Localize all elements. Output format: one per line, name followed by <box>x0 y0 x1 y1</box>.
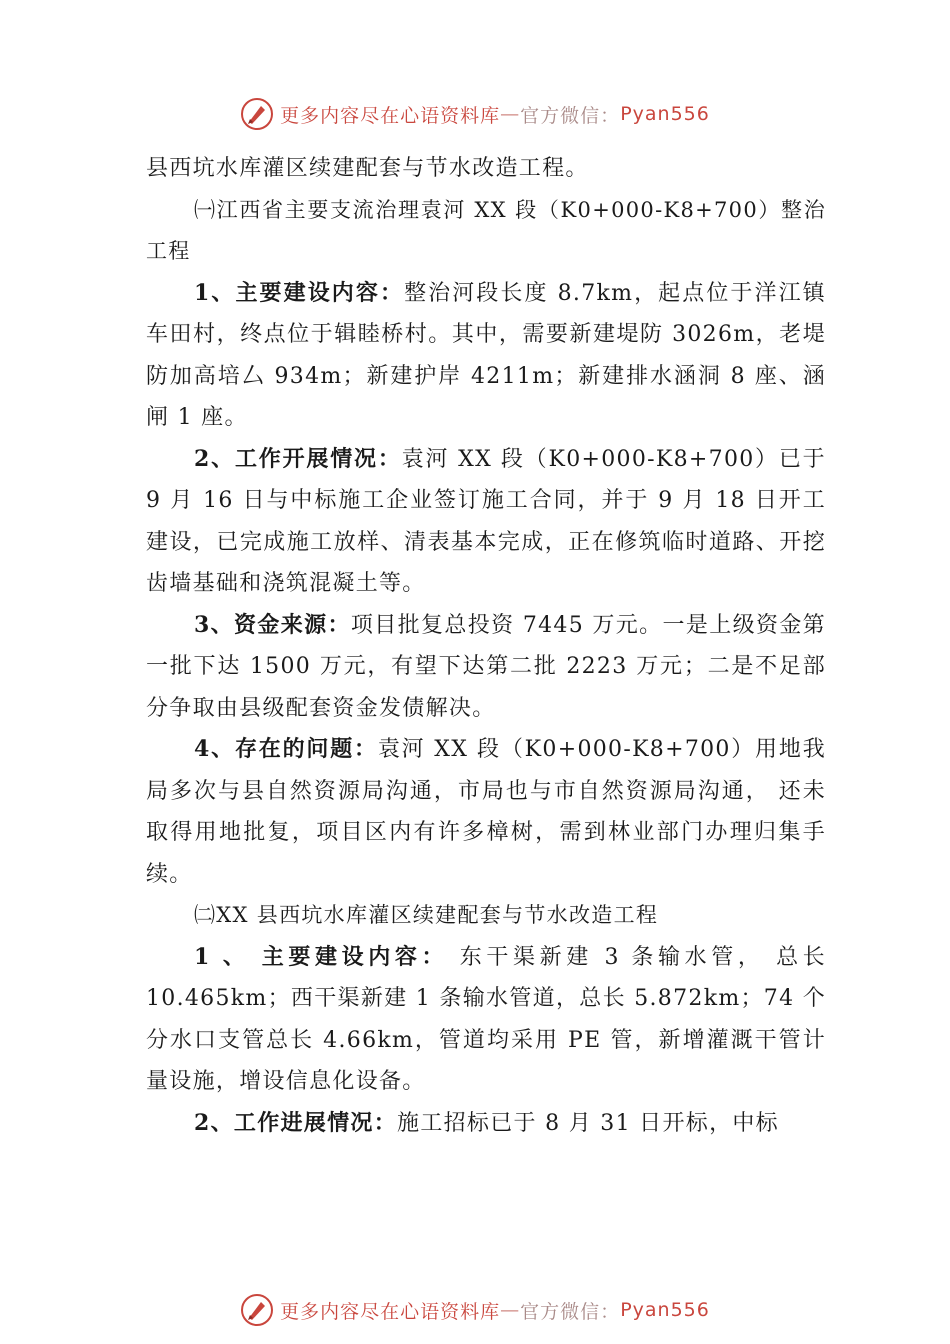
section-heading-1: ㈠江西省主要支流治理袁河 XX 段（K0+000-K8+700）整治工程 <box>146 197 826 263</box>
section-heading-2: ㈡XX 县西坑水库灌区续建配套与节水改造工程 <box>194 903 659 927</box>
paragraph-heading: 4、存在的问题： <box>194 736 378 762</box>
paragraph-heading: 1、主要建设内容： <box>194 279 405 306</box>
paragraph-text: 整治河段长度 8.7km，起点位于洋江镇车田村，终点位于辑睦桥村。其中，需要新建堤防 3026m，老堤防加高培厶 934m；新建护岸 4211m；新建排水涵洞 8 座、涵闸 1 座。 <box>146 280 826 430</box>
watermark-separator: — <box>500 103 521 125</box>
watermark-id: Pyan556 <box>620 1299 710 1321</box>
paragraph-heading: 1 、 主要建设内容： <box>194 943 449 970</box>
paragraph-heading: 2、工作进展情况： <box>194 1109 398 1136</box>
pen-nib-icon <box>240 1293 274 1327</box>
paragraph-continued: 县西坑水库灌区续建配套与节水改造工程。 <box>146 156 589 181</box>
watermark-id: Pyan556 <box>620 103 710 125</box>
paragraph-text: 袁河 XX 段（K0+000-K8+700）用地我局多次与县自然资源局沟通，市局也与市自然资源局沟通， 还未取得用地批复，项目区内有许多樟树，需到林业部门办理归集手续。 <box>146 737 826 887</box>
paragraph-text: 项目批复总投资 7445 万元。一是上级资金第一批下达 1500 万元，有望下达第二批 2223 万元；二是不足部分争取由县级配套资金发债解决。 <box>146 612 826 721</box>
paragraph-progress-2 <box>146 1103 826 1145</box>
paragraph-construction-1 <box>146 273 826 439</box>
watermark-footer <box>0 1290 950 1330</box>
watermark-header <box>0 94 950 134</box>
document-body <box>146 148 826 1144</box>
paragraph-text: 东干渠新建 3 条输水管， 总长 10.465km；西干渠新建 1 条输水管道，总长 5.872km；74 个分水口支管总长 4.66km，管道均采用 PE 管，新增灌溉干管计量设施，增设信息化设备。 <box>146 944 826 1094</box>
paragraph-heading: 3、资金来源： <box>194 611 351 638</box>
watermark-label: 官方微信： <box>520 104 621 127</box>
paragraph-construction-2 <box>146 937 826 1103</box>
watermark-separator: — <box>500 1299 521 1321</box>
paragraph-text: 袁河 XX 段（K0+000-K8+700）已于 9 月 16 日与中标施工企业签订施工合同，并于 9 月 18 日开工建设，已完成施工放样、清表基本完成，正在修筑临时道路、开挖齿墙基础和浇筑混凝土等。 <box>146 446 826 596</box>
watermark-brand: 更多内容尽在心语资料库 <box>280 104 501 127</box>
watermark-brand: 更多内容尽在心语资料库 <box>280 1300 501 1323</box>
paragraph-text: 施工招标已于 8 月 31 日开标，中标 <box>397 1110 779 1136</box>
paragraph-funding-1 <box>146 605 826 730</box>
pen-nib-icon <box>240 97 274 131</box>
paragraph-heading: 2、工作开展情况： <box>194 445 402 472</box>
watermark-label: 官方微信： <box>520 1300 621 1323</box>
paragraph-issues-1 <box>146 729 826 895</box>
paragraph-progress-1 <box>146 439 826 605</box>
